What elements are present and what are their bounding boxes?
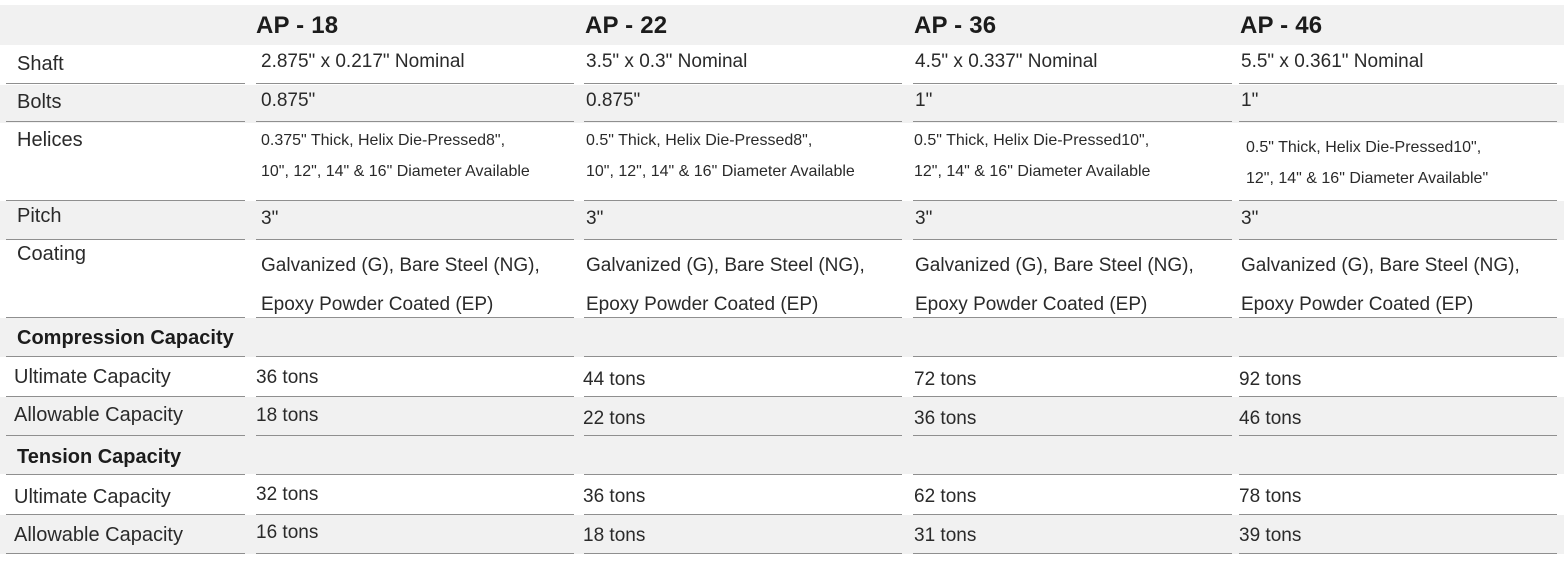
compression-ultimate-value: 36 tons: [256, 367, 319, 388]
coating-line-2: Epoxy Powder Coated (EP): [261, 294, 494, 315]
bolts-value: 1": [915, 90, 933, 111]
row-divider-line: [584, 356, 902, 357]
compression-allowable-value: 46 tons: [1239, 408, 1302, 429]
row-label-coating: Coating: [17, 243, 86, 265]
row-label-compression-ultimate: Ultimate Capacity: [14, 366, 171, 388]
row-divider-line: [913, 83, 1232, 84]
row-divider-line: [6, 200, 245, 201]
row-divider-line: [584, 317, 902, 318]
header-band: [0, 5, 1564, 45]
row-divider-line: [6, 317, 245, 318]
pitch-value: 3": [586, 208, 604, 229]
bolts-value: 0.875": [261, 90, 316, 111]
row-label-pitch: Pitch: [17, 205, 62, 227]
coating-value: [1241, 246, 1520, 324]
row-divider-line: [584, 200, 902, 201]
tension-ultimate-value: 62 tons: [914, 486, 977, 507]
compression-allowable-value: 22 tons: [583, 408, 646, 429]
row-divider-line: [256, 435, 574, 436]
row-divider-line: [584, 396, 902, 397]
row-divider-line: [584, 553, 902, 554]
coating-line-2: Epoxy Powder Coated (EP): [586, 294, 819, 315]
row-divider-line: [1239, 474, 1557, 475]
shaft-value: 5.5" x 0.361" Nominal: [1241, 51, 1424, 72]
compression-ultimate-value: 44 tons: [583, 369, 646, 390]
coating-line-1: Galvanized (G), Bare Steel (NG),: [915, 255, 1194, 276]
row-divider-line: [584, 121, 902, 122]
row-divider-line: [913, 200, 1232, 201]
row-divider-line: [913, 239, 1232, 240]
row-divider-line: [1239, 200, 1557, 201]
compression-allowable-value: 36 tons: [914, 408, 977, 429]
helices-line-1: 0.375" Thick, Helix Die-Pressed8",: [261, 132, 506, 149]
compression-allowable-band: [0, 397, 1564, 436]
coating-value: [915, 246, 1194, 324]
row-divider-line: [913, 514, 1232, 515]
row-divider-line: [6, 239, 245, 240]
row-divider-line: [256, 514, 574, 515]
row-divider-line: [6, 356, 245, 357]
tension-allowable-value: 31 tons: [914, 525, 977, 546]
tension-allowable-value: 16 tons: [256, 522, 319, 543]
row-divider-line: [1239, 553, 1557, 554]
helices-line-1: 0.5" Thick, Helix Die-Pressed10",: [1246, 139, 1482, 156]
coating-line-1: Galvanized (G), Bare Steel (NG),: [1241, 255, 1520, 276]
row-label-compression-allowable: Allowable Capacity: [14, 404, 183, 426]
helices-value: [914, 125, 1224, 187]
row-divider-line: [1239, 317, 1557, 318]
helices-line-2: 12", 14" & 16" Diameter Available": [1246, 170, 1489, 187]
row-label-shaft: Shaft: [17, 53, 64, 75]
helices-line-1: 0.5" Thick, Helix Die-Pressed10",: [914, 132, 1150, 149]
row-divider-line: [913, 474, 1232, 475]
row-divider-line: [1239, 121, 1557, 122]
row-divider-line: [1239, 514, 1557, 515]
row-divider-line: [913, 553, 1232, 554]
tension-ultimate-value: 36 tons: [583, 486, 646, 507]
row-divider-line: [256, 396, 574, 397]
row-divider-line: [6, 514, 245, 515]
compression-ultimate-value: 72 tons: [914, 369, 977, 390]
row-divider-line: [6, 396, 245, 397]
bolts-value: 0.875": [586, 90, 641, 111]
helices-line-1: 0.5" Thick, Helix Die-Pressed8",: [586, 132, 813, 149]
row-divider-line: [1239, 239, 1557, 240]
compression-capacity-heading: Compression Capacity: [17, 327, 234, 349]
tension-allowable-value: 18 tons: [583, 525, 646, 546]
pitch-value: 3": [261, 208, 279, 229]
row-divider-line: [6, 553, 245, 554]
pitch-value: 3": [915, 208, 933, 229]
row-divider-line: [1239, 435, 1557, 436]
row-divider-line: [584, 83, 902, 84]
helices-line-2: 10", 12", 14" & 16" Diameter Available: [586, 163, 855, 180]
helices-value: [1246, 132, 1556, 194]
tension-allowable-value: 39 tons: [1239, 525, 1302, 546]
coating-value: [261, 246, 540, 324]
row-label-tension-allowable: Allowable Capacity: [14, 524, 183, 546]
row-divider-line: [6, 83, 245, 84]
column-header-ap-46: AP - 46: [1240, 12, 1323, 39]
row-divider-line: [256, 121, 574, 122]
coating-line-2: Epoxy Powder Coated (EP): [1241, 294, 1474, 315]
helices-value: [261, 125, 571, 187]
row-divider-line: [6, 121, 245, 122]
coating-line-1: Galvanized (G), Bare Steel (NG),: [261, 255, 540, 276]
helices-value: [586, 125, 896, 187]
row-divider-line: [584, 435, 902, 436]
row-divider-line: [584, 239, 902, 240]
row-divider-line: [256, 83, 574, 84]
tension-ultimate-value: 78 tons: [1239, 486, 1302, 507]
shaft-value: 4.5" x 0.337" Nominal: [915, 51, 1098, 72]
compression-allowable-value: 18 tons: [256, 405, 319, 426]
row-divider-line: [913, 356, 1232, 357]
row-divider-line: [256, 356, 574, 357]
row-divider-line: [913, 435, 1232, 436]
row-divider-line: [913, 121, 1232, 122]
coating-line-2: Epoxy Powder Coated (EP): [915, 294, 1148, 315]
tension-ultimate-value: 32 tons: [256, 484, 319, 505]
row-label-tension-ultimate: Ultimate Capacity: [14, 486, 171, 508]
row-divider-line: [913, 396, 1232, 397]
shaft-value: 3.5" x 0.3" Nominal: [586, 51, 748, 72]
column-header-ap-36: AP - 36: [914, 12, 997, 39]
row-label-helices: Helices: [17, 129, 83, 151]
row-divider-line: [584, 514, 902, 515]
row-divider-line: [256, 317, 574, 318]
row-divider-line: [1239, 396, 1557, 397]
coating-value: [586, 246, 865, 324]
pitch-band: [0, 201, 1564, 240]
row-label-bolts: Bolts: [17, 91, 62, 113]
helices-line-2: 12", 14" & 16" Diameter Available: [914, 163, 1151, 180]
row-divider-line: [1239, 83, 1557, 84]
row-divider-line: [6, 435, 245, 436]
tension-allowable-band: [0, 515, 1564, 554]
compression-ultimate-value: 92 tons: [1239, 369, 1302, 390]
bolts-value: 1": [1241, 90, 1259, 111]
row-divider-line: [256, 553, 574, 554]
row-divider-line: [256, 239, 574, 240]
tension-band: [0, 436, 1564, 474]
row-divider-line: [6, 474, 245, 475]
shaft-value: 2.875" x 0.217" Nominal: [261, 51, 465, 72]
column-header-ap-18: AP - 18: [256, 12, 339, 39]
pitch-value: 3": [1241, 208, 1259, 229]
bolts-band: [0, 85, 1564, 123]
column-header-ap-22: AP - 22: [585, 12, 668, 39]
row-divider-line: [256, 474, 574, 475]
row-divider-line: [913, 317, 1232, 318]
row-divider-line: [256, 200, 574, 201]
tension-capacity-heading: Tension Capacity: [17, 446, 182, 468]
row-divider-line: [1239, 356, 1557, 357]
coating-line-1: Galvanized (G), Bare Steel (NG),: [586, 255, 865, 276]
row-divider-line: [584, 474, 902, 475]
helices-line-2: 10", 12", 14" & 16" Diameter Available: [261, 163, 530, 180]
